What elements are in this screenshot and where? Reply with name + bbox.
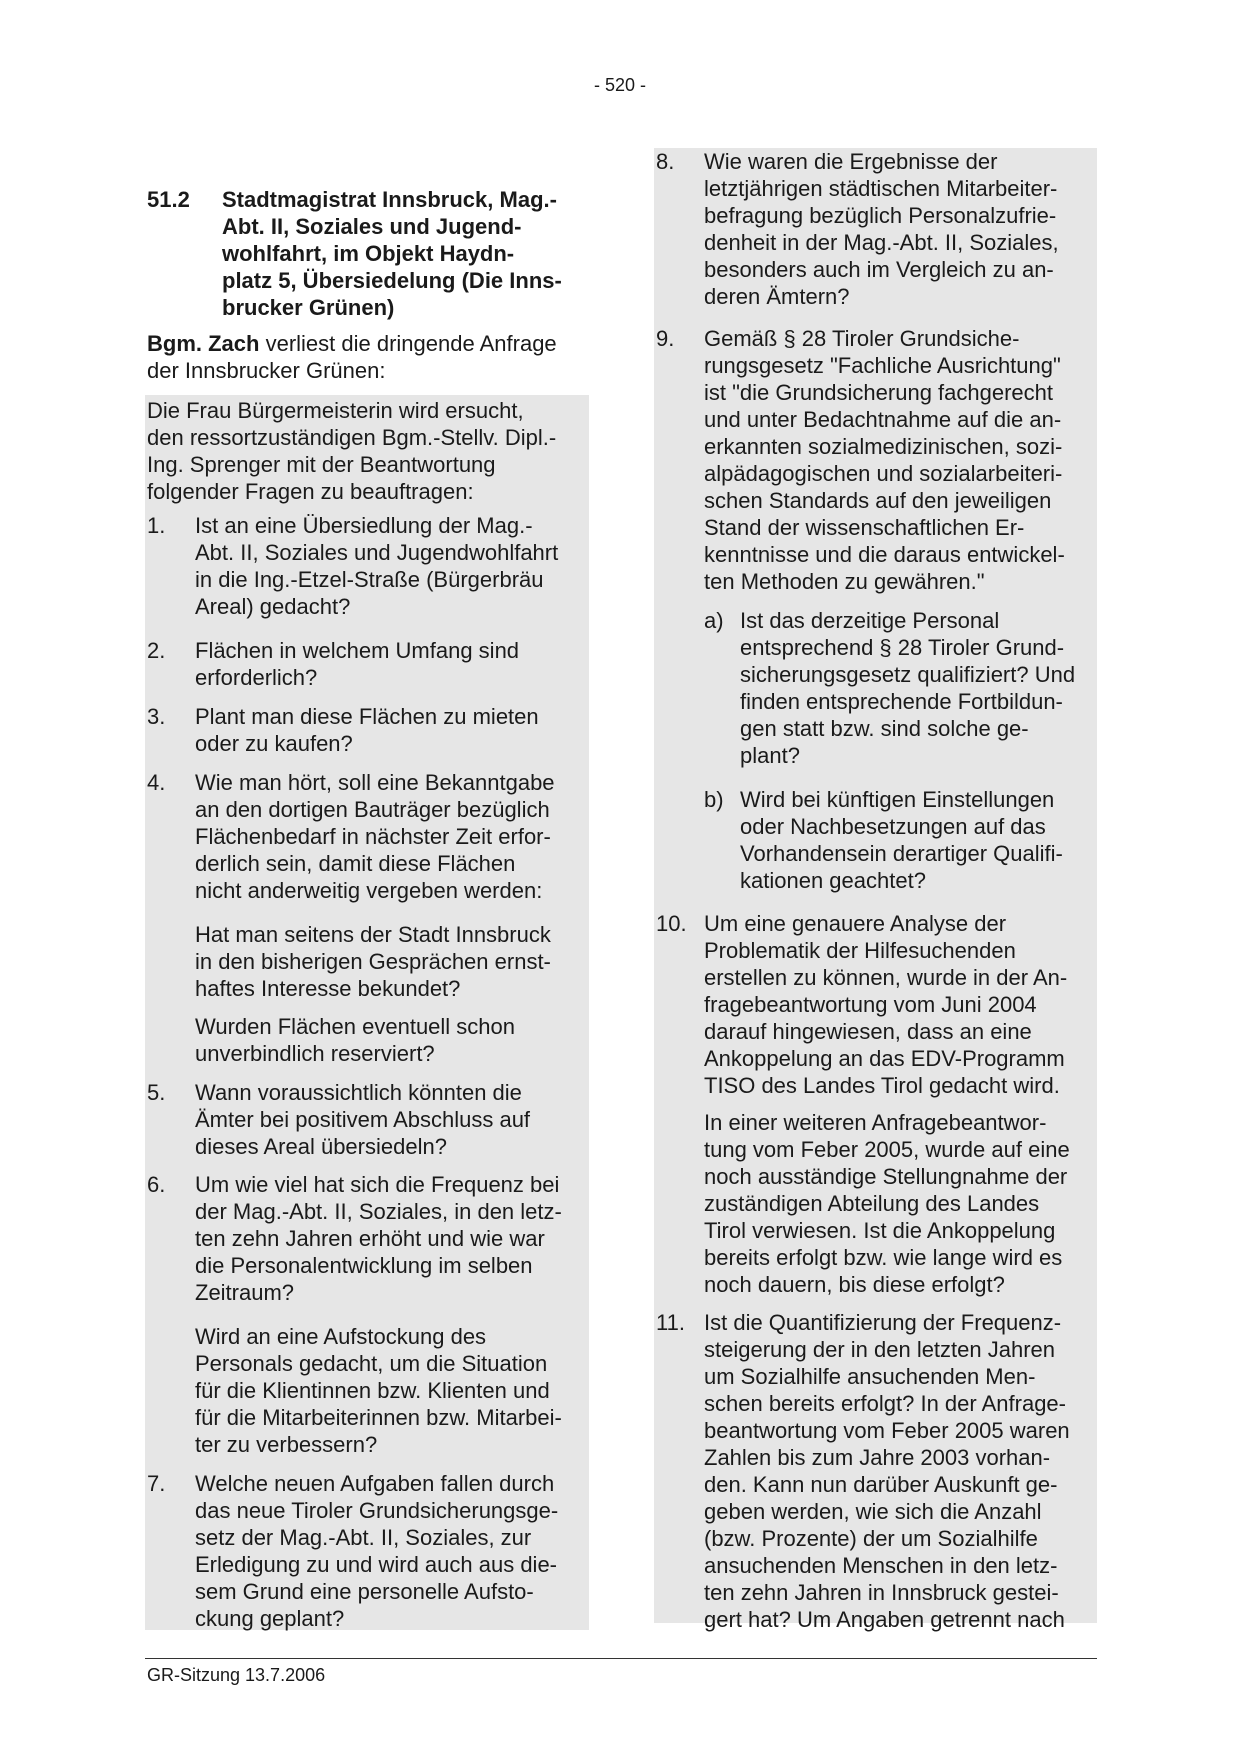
- request-block-left: [145, 395, 589, 1630]
- request-paragraph: [147, 397, 587, 505]
- page-number: - 520 -: [593, 75, 647, 95]
- text-line: Wie man hört, soll eine Bekanntgabe: [195, 770, 555, 795]
- intro-text: der Innsbrucker Grünen:: [147, 358, 386, 383]
- text-line: schen bereits erfolgt? In der Anfrage-: [704, 1391, 1066, 1416]
- text-line: Ist an eine Übersiedlung der Mag.-: [195, 513, 533, 538]
- question-number: 9.: [656, 326, 675, 351]
- footer-text: GR-Sitzung 13.7.2006: [147, 1665, 326, 1685]
- request-block-right: [654, 148, 1097, 1632]
- text-line: rungsgesetz "Fachliche Ausrichtung": [704, 353, 1061, 378]
- question-number: 3.: [147, 704, 166, 729]
- text-line: haftes Interesse bekundet?: [195, 976, 461, 1001]
- text-line: entsprechend § 28 Tiroler Grund-: [740, 635, 1065, 660]
- text-line: Die Frau Bürgermeisterin wird ersucht,: [147, 398, 524, 423]
- text-line: Abt. II, Soziales und Jugendwohlfahrt: [195, 540, 559, 565]
- text-line: dieses Areal übersiedeln?: [195, 1134, 447, 1159]
- text-line: an den dortigen Bauträger bezüglich: [195, 797, 550, 822]
- text-line: Ankoppelung an das EDV-Programm: [704, 1046, 1065, 1071]
- text-line: nicht anderweitig vergeben werden:: [195, 878, 543, 903]
- text-line: letztjährigen städtischen Mitarbeiter-: [704, 176, 1058, 201]
- text-line: Zahlen bis zum Jahre 2003 vorhan-: [704, 1445, 1051, 1470]
- text-line: geben werden, wie sich die Anzahl: [704, 1499, 1042, 1524]
- text-line: setz der Mag.-Abt. II, Soziales, zur: [195, 1525, 532, 1550]
- text-line: erstellen zu können, wurde in der An-: [704, 965, 1068, 990]
- text-line: ten Methoden zu gewähren.": [704, 569, 985, 594]
- text-line: erkannten sozialmedizinischen, sozi-: [704, 434, 1063, 459]
- text-line: bereits erfolgt bzw. wie lange wird es: [704, 1245, 1063, 1270]
- question-number: 11.: [656, 1310, 685, 1335]
- text-line: besonders auch im Vergleich zu an-: [704, 257, 1054, 282]
- question-6: [147, 1171, 587, 1306]
- text-line: ten zehn Jahren erhöht und wie war: [195, 1226, 545, 1251]
- text-line: für die Mitarbeiterinnen bzw. Mitarbei-: [195, 1405, 562, 1430]
- text-line: Zeitraum?: [195, 1280, 295, 1305]
- text-line: Wird bei künftigen Einstellungen: [740, 787, 1055, 812]
- section-title-line: wohlfahrt, im Objekt Haydn-: [222, 241, 515, 266]
- section-title-line: platz 5, Übersiedelung (Die Inns-: [222, 268, 562, 293]
- text-line: noch dauern, bis diese erfolgt?: [704, 1272, 1005, 1297]
- text-line: erforderlich?: [195, 665, 318, 690]
- text-line: In einer weiteren Anfragebeantwor-: [704, 1110, 1047, 1135]
- text-line: Gemäß § 28 Tiroler Grundsiche-: [704, 326, 1020, 351]
- question-8: [656, 148, 1096, 310]
- text-line: ckung geplant?: [195, 1606, 345, 1631]
- section-title: [222, 186, 587, 321]
- text-line: (bzw. Prozente) der um Sozialhilfe: [704, 1526, 1038, 1551]
- text-line: unverbindlich reserviert?: [195, 1041, 435, 1066]
- text-line: Wie waren die Ergebnisse der: [704, 149, 998, 174]
- text-line: gen statt bzw. sind solche ge-: [740, 716, 1029, 741]
- text-line: Um wie viel hat sich die Frequenz bei: [195, 1172, 560, 1197]
- text-line: der Mag.-Abt. II, Soziales, in den letz-: [195, 1199, 562, 1224]
- question-1: [147, 512, 587, 620]
- question-10-followup: [704, 1109, 1096, 1298]
- text-line: Um eine genauere Analyse der: [704, 911, 1007, 936]
- section-title-line: Stadtmagistrat Innsbruck, Mag.-: [222, 187, 557, 212]
- text-line: sem Grund eine personelle Aufsto-: [195, 1579, 534, 1604]
- subquestion-label: a): [704, 608, 724, 633]
- question-number: 2.: [147, 638, 166, 663]
- question-4-followup-2: [195, 1013, 587, 1067]
- question-text: [195, 769, 587, 904]
- text-line: gert hat? Um Angaben getrennt nach: [704, 1607, 1065, 1632]
- question-9: [656, 325, 1096, 595]
- text-line: fragebeantwortung vom Juni 2004: [704, 992, 1037, 1017]
- text-line: Tirol verwiesen. Ist die Ankoppelung: [704, 1218, 1056, 1243]
- text-line: kenntnisse und die daraus entwickel-: [704, 542, 1065, 567]
- question-10: [656, 910, 1096, 1099]
- text-line: ten zehn Jahren in Innsbruck gestei-: [704, 1580, 1059, 1605]
- text-line: TISO des Landes Tirol gedacht wird.: [704, 1073, 1060, 1098]
- text-line: das neue Tiroler Grundsicherungsge-: [195, 1498, 559, 1523]
- text-line: Problematik der Hilfesuchenden: [704, 938, 1016, 963]
- text-line: die Personalentwicklung im selben: [195, 1253, 533, 1278]
- text-line: Ist die Quantifizierung der Frequenz-: [704, 1310, 1062, 1335]
- text-line: darauf hingewiesen, dass an eine: [704, 1019, 1032, 1044]
- question-text: [740, 786, 1096, 894]
- question-number: 4.: [147, 770, 166, 795]
- section-title-line: Abt. II, Soziales und Jugend-: [222, 214, 522, 239]
- section-heading: [147, 186, 587, 321]
- question-7: [147, 1470, 587, 1632]
- text-line: Plant man diese Flächen zu mieten: [195, 704, 539, 729]
- text-line: zuständigen Abteilung des Landes: [704, 1191, 1040, 1216]
- question-9b: [704, 786, 1096, 894]
- text-line: den ressortzuständigen Bgm.-Stellv. Dipl.-: [147, 425, 557, 450]
- text-line: oder zu kaufen?: [195, 731, 353, 756]
- question-number: 6.: [147, 1172, 166, 1197]
- text-line: beantwortung vom Feber 2005 waren: [704, 1418, 1070, 1443]
- text-line: um Sozialhilfe ansuchenden Men-: [704, 1364, 1036, 1389]
- question-number: 7.: [147, 1471, 166, 1496]
- text-line: ist "die Grundsicherung fachgerecht: [704, 380, 1054, 405]
- text-line: den. Kann nun darüber Auskunft ge-: [704, 1472, 1058, 1497]
- text-line: schen Standards auf den jeweiligen: [704, 488, 1052, 513]
- speaker-name: Bgm. Zach: [147, 331, 260, 356]
- question-text: [195, 512, 587, 620]
- question-text: [704, 148, 1096, 310]
- subquestion-label: b): [704, 787, 724, 812]
- question-text: [195, 1079, 587, 1160]
- text-line: und unter Bedachtnahme auf die an-: [704, 407, 1062, 432]
- text-line: sicherungsgesetz qualifiziert? Und: [740, 662, 1076, 687]
- question-text: [704, 1309, 1096, 1633]
- text-line: Erledigung zu und wird auch aus die-: [195, 1552, 558, 1577]
- question-number: 8.: [656, 149, 675, 174]
- intro-paragraph: [147, 330, 587, 384]
- text-line: tung vom Feber 2005, wurde auf eine: [704, 1137, 1070, 1162]
- question-text: [195, 1470, 587, 1632]
- question-9a: [704, 607, 1096, 769]
- text-line: deren Ämtern?: [704, 284, 850, 309]
- footer-divider: [145, 1658, 1097, 1659]
- text-line: Vorhandensein derartiger Qualifi-: [740, 841, 1063, 866]
- section-title-line: brucker Grünen): [222, 295, 395, 320]
- text-line: noch ausständige Stellungnahme der: [704, 1164, 1068, 1189]
- text-line: Flächen in welchem Umfang sind: [195, 638, 520, 663]
- question-2: [147, 637, 587, 691]
- text-line: derlich sein, damit diese Flächen: [195, 851, 516, 876]
- text-line: Wann voraussichtlich könnten die: [195, 1080, 522, 1105]
- question-text: [195, 637, 587, 691]
- text-line: Wird an eine Aufstockung des: [195, 1324, 487, 1349]
- text-line: finden entsprechende Fortbildun-: [740, 689, 1063, 714]
- text-line: in die Ing.-Etzel-Straße (Bürgerbräu: [195, 567, 544, 592]
- text-line: Ing. Sprenger mit der Beantwortung: [147, 452, 496, 477]
- text-line: oder Nachbesetzungen auf das: [740, 814, 1046, 839]
- question-text: [704, 910, 1096, 1099]
- text-line: Welche neuen Aufgaben fallen durch: [195, 1471, 555, 1496]
- question-text: [195, 703, 587, 757]
- text-line: ter zu verbessern?: [195, 1432, 378, 1457]
- question-6-followup: [195, 1323, 587, 1458]
- question-number: 1.: [147, 513, 166, 538]
- question-3: [147, 703, 587, 757]
- section-number: 51.2: [147, 187, 190, 212]
- question-number: 10.: [656, 911, 687, 936]
- text-line: Wurden Flächen eventuell schon: [195, 1014, 516, 1039]
- text-line: Ist das derzeitige Personal: [740, 608, 1000, 633]
- question-5: [147, 1079, 587, 1160]
- text-line: kationen geachtet?: [740, 868, 926, 893]
- question-4-followup-1: [195, 921, 587, 1002]
- text-line: Areal) gedacht?: [195, 594, 351, 619]
- intro-text: verliest die dringende Anfrage: [259, 331, 557, 356]
- question-4: [147, 769, 587, 904]
- text-line: denheit in der Mag.-Abt. II, Soziales,: [704, 230, 1059, 255]
- text-line: Ämter bei positivem Abschluss auf: [195, 1107, 531, 1132]
- text-line: folgender Fragen zu beauftragen:: [147, 479, 474, 504]
- text-line: Hat man seitens der Stadt Innsbruck: [195, 922, 551, 947]
- text-line: Personals gedacht, um die Situation: [195, 1351, 548, 1376]
- question-text: [195, 1171, 587, 1306]
- text-line: in den bisherigen Gesprächen ernst-: [195, 949, 551, 974]
- text-line: für die Klientinnen bzw. Klienten und: [195, 1378, 550, 1403]
- text-line: alpädagogischen und sozialarbeiteri-: [704, 461, 1063, 486]
- text-line: Stand der wissenschaftlichen Er-: [704, 515, 1025, 540]
- text-line: plant?: [740, 743, 800, 768]
- question-text: [704, 325, 1096, 595]
- question-text: [740, 607, 1096, 769]
- question-number: 5.: [147, 1080, 166, 1105]
- text-line: steigerung der in den letzten Jahren: [704, 1337, 1056, 1362]
- text-line: befragung bezüglich Personalzufrie-: [704, 203, 1057, 228]
- text-line: Flächenbedarf in nächster Zeit erfor-: [195, 824, 551, 849]
- text-line: ansuchenden Menschen in den letz-: [704, 1553, 1058, 1578]
- question-11: [656, 1309, 1096, 1633]
